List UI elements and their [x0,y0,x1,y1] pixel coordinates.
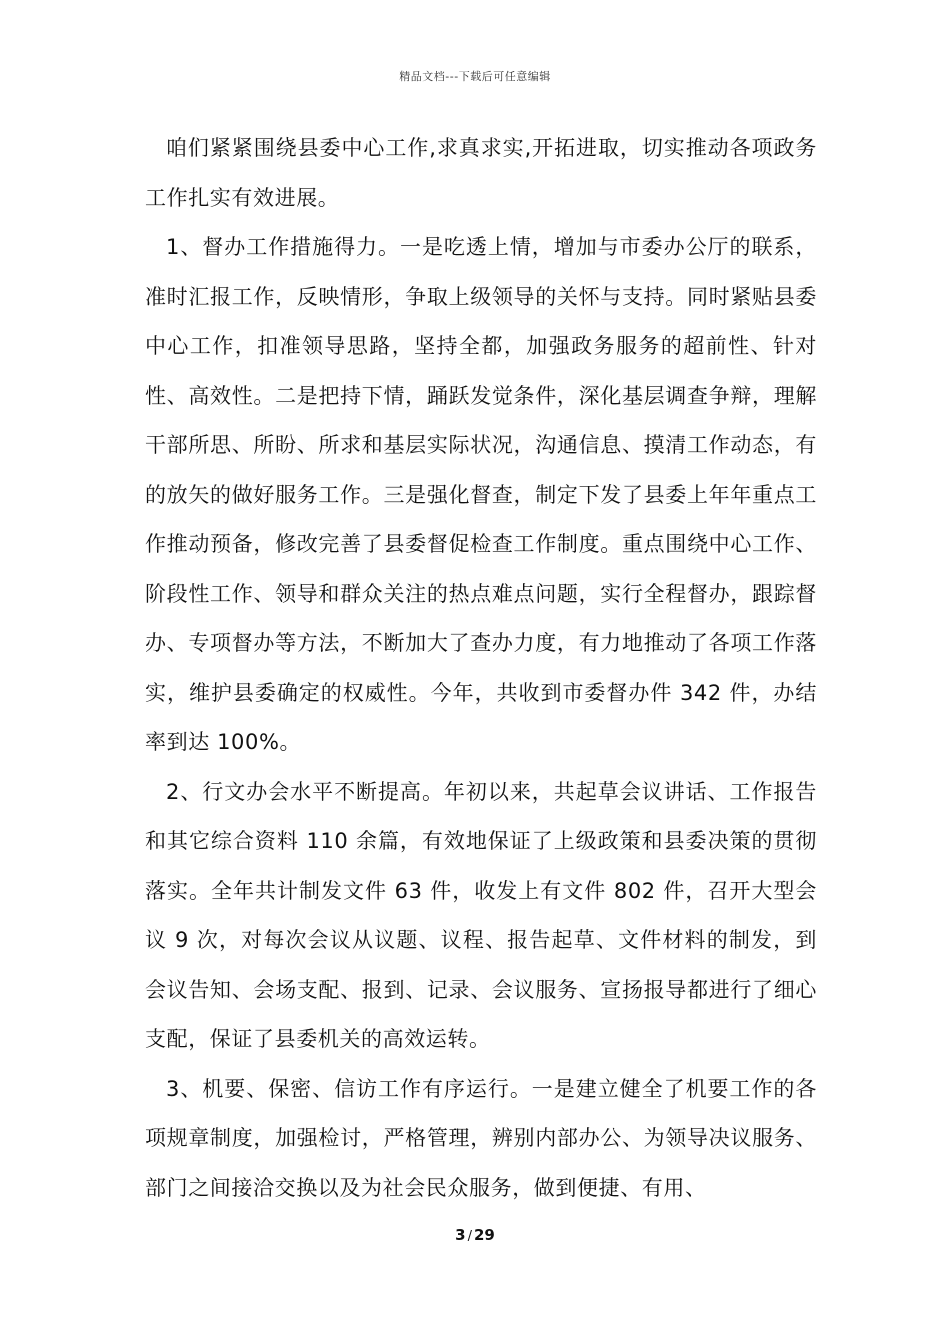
current-page: 3 [455,1226,466,1244]
paragraph-intro: 咱们紧紧围绕县委中心工作,求真求实,开拓进取，切实推动各项政务工作扎实有效进展。 [145,136,817,210]
page-separator: / [467,1229,472,1244]
page-header: 精品文档---下载后可任意编辑 [399,70,551,83]
paragraph-documents-meetings: 2、行文办会水平不断提高。年初以来，共起草会议讲话、工作报告和其它综合资料 110 余篇，有效地保证了上级政策和县委决策的贯彻落实。全年共计制发文件 63 件，收发上有文件 802 件，召开大型会议 9 次，对每次会议从议题、议程、报告起草、文件材料的制发，到会议告知、会场支配、报到、记录、会议服务、宣扬报导都进行了细心支配，保证了县委机关的高效运转。 [145,779,817,1051]
page-number [0,1226,950,1244]
paragraph-confidential-work: 3、机要、保密、信访工作有序运行。一是建立健全了机要工作的各项规章制度，加强检讨，严格管理，辨别内部办公、为领导决议服务、部门之间接洽交换以及为社会民众服务，做到便捷、有用、 [145,1076,817,1200]
paragraph-supervision: 1、督办工作措施得力。一是吃透上情，增加与市委办公厅的联系，准时汇报工作，反映情形，争取上级领导的关怀与支持。同时紧贴县委中心工作，扣准领导思路，坚持全都，加强政务服务的超前性、针对性、高效性。二是把持下情，踊跃发觉条件，深化基层调查争辩，理解干部所思、所盼、所求和基层实际状况，沟通信息、摸清工作动态，有的放矢的做好服务工作。三是强化督查，制定下发了县委上年年重点工作推动预备，修改完善了县委督促检查工作制度。重点围绕中心工作、阶段性工作、领导和群众关注的热点难点问题，实行全程督办，跟踪督办、专项督办等方法，不断加大了查办力度，有力地推动了各项工作落实，维护县委确定的权威性。今年，共收到市委督办件 342 件，办结率到达 100%。 [145,235,817,754]
total-pages: 29 [473,1226,495,1244]
document-body [145,124,817,1213]
